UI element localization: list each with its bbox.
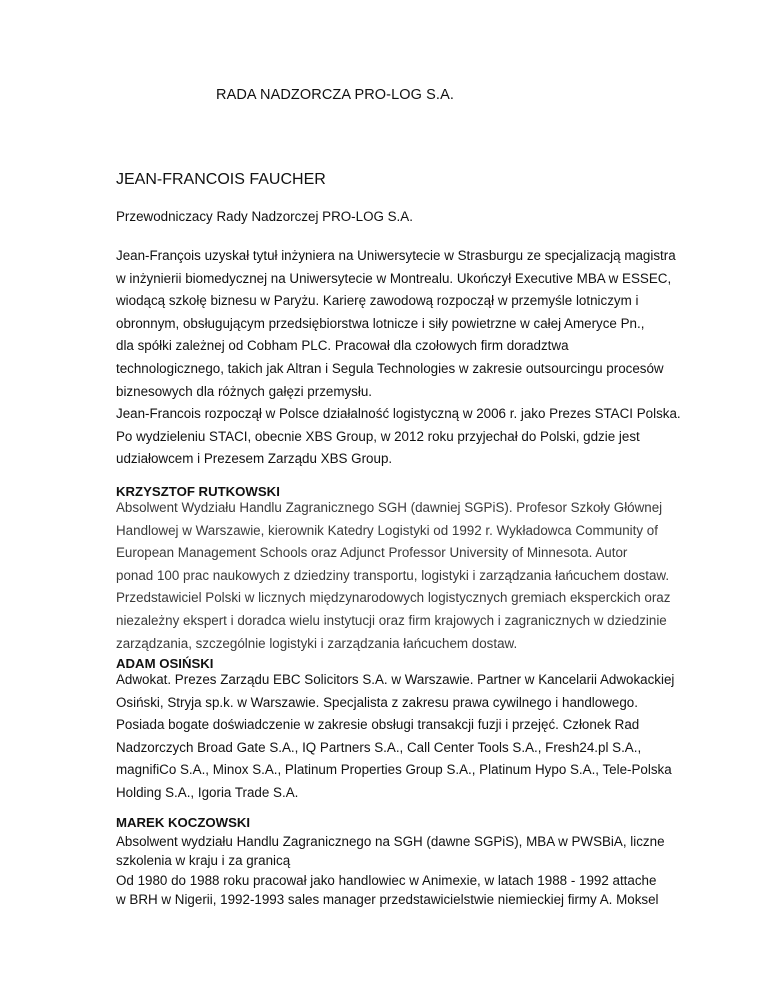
member-bio: [116, 832, 686, 910]
bio-line: Absolwent Wydziału Handlu Zagranicznego SGH (dawniej SGPiS). Profesor Szkoły Głównej: [116, 500, 663, 515]
bio-line: obronnym, obsługującym przedsiębiorstwa lotnicze i siły powietrzne w całej Ameryce Pn.,: [116, 315, 645, 331]
member-name: KRZYSZTOF RUTKOWSKI: [116, 484, 280, 499]
member-name: JEAN-FRANCOIS FAUCHER: [116, 171, 326, 188]
bio-line: w BRH w Nigerii, 1992-1993 sales manager przedstawicielstwie niemieckiej firmy A. Moksel: [116, 892, 659, 908]
bio-line: Adwokat. Prezes Zarządu EBC Solicitors S.A. w Warszawie. Partner w Kancelarii Adwokackiej: [116, 672, 675, 687]
member-bio: [116, 497, 686, 655]
bio-line: Jean-François uzyskał tytuł inżyniera na Uniwersytecie w Strasburgu ze specjalizacją magistra: [116, 248, 676, 263]
bio-line: zarządzania, szczególnie logistyki i zarządzania łańcuchem dostaw.: [116, 635, 518, 651]
document-title: RADA NADZORCZA PRO-LOG S.A.: [216, 87, 454, 103]
bio-line: ponad 100 prac naukowych z dziedziny transportu, logistyki i zarządzania łańcuchem dostaw.: [116, 567, 670, 583]
bio-line: biznesowych dla różnych gałęzi przemysłu.: [116, 383, 373, 399]
bio-line: Holding S.A., Igoria Trade S.A.: [116, 784, 299, 800]
bio-line: w inżynierii biomedycznej na Uniwersytecie w Montrealu. Ukończył Executive MBA w ESSEC,: [116, 270, 672, 286]
bio-line: Przedstawiciel Polski w licznych międzynarodowych logistycznych gremiach eksperckich oraz: [116, 590, 671, 606]
member-bio: [116, 245, 686, 471]
bio-line: dla spółki zależnej od Cobham PLC. Pracował dla czołowych firm doradztwa: [116, 338, 569, 354]
bio-line: magnifiCo S.A., Minox S.A., Platinum Properties Group S.A., Platinum Hypo S.A., Tele-Polska: [116, 762, 672, 778]
member-name: ADAM OSIŃSKI: [116, 656, 214, 671]
member-name: MAREK KOCZOWSKI: [116, 815, 251, 830]
bio-line: Nadzorczych Broad Gate S.A., IQ Partners S.A., Call Center Tools S.A., Fresh24.pl S.A.,: [116, 739, 642, 755]
bio-line: Jean-Francois rozpoczął w Polsce działalność logistyczną w 2006 r. jako Prezes STACI Polska.: [116, 406, 681, 422]
bio-line: Handlowej w Warszawie, kierownik Katedry Logistyki od 1992 r. Wykładowca Community of: [116, 522, 658, 538]
member-bio: [116, 669, 686, 805]
bio-line: Po wydzieleniu STACI, obecnie XBS Group, w 2012 roku przyjechał do Polski, gdzie jest: [116, 428, 640, 444]
bio-line: Posiada bogate doświadczenie w zakresie obsługi transakcji fuzji i przejęć. Członek Rad: [116, 717, 640, 733]
member-role: Przewodniczacy Rady Nadzorczej PRO-LOG S.A.: [116, 209, 413, 224]
bio-line: Absolwent wydziału Handlu Zagranicznego na SGH (dawne SGPiS), MBA w PWSBiA, liczne: [116, 834, 665, 849]
bio-line: udziałowcem i Prezesem Zarządu XBS Group.: [116, 451, 393, 467]
bio-line: technologicznego, takich jak Altran i Segula Technologies w zakresie outsourcingu procesów: [116, 360, 664, 376]
bio-line: Osiński, Stryja sp.k. w Warszawie. Specjalista z zakresu prawa cywilnego i handlowego.: [116, 694, 638, 710]
bio-line: szkolenia w kraju i za granicą: [116, 853, 291, 869]
bio-line: niezależny ekspert i doradca wielu instytucji oraz firm krajowych i zagranicznych w dziedzinie: [116, 612, 667, 628]
bio-line: European Management Schools oraz Adjunct Professor University of Minnesota. Autor: [116, 545, 628, 561]
bio-line: Od 1980 do 1988 roku pracował jako handlowiec w Animexie, w latach 1988 - 1992 attache: [116, 872, 657, 888]
bio-line: wiodącą szkołę biznesu w Paryżu. Karierę zawodową rozpoczął w przemyśle lotniczym i: [116, 293, 639, 309]
